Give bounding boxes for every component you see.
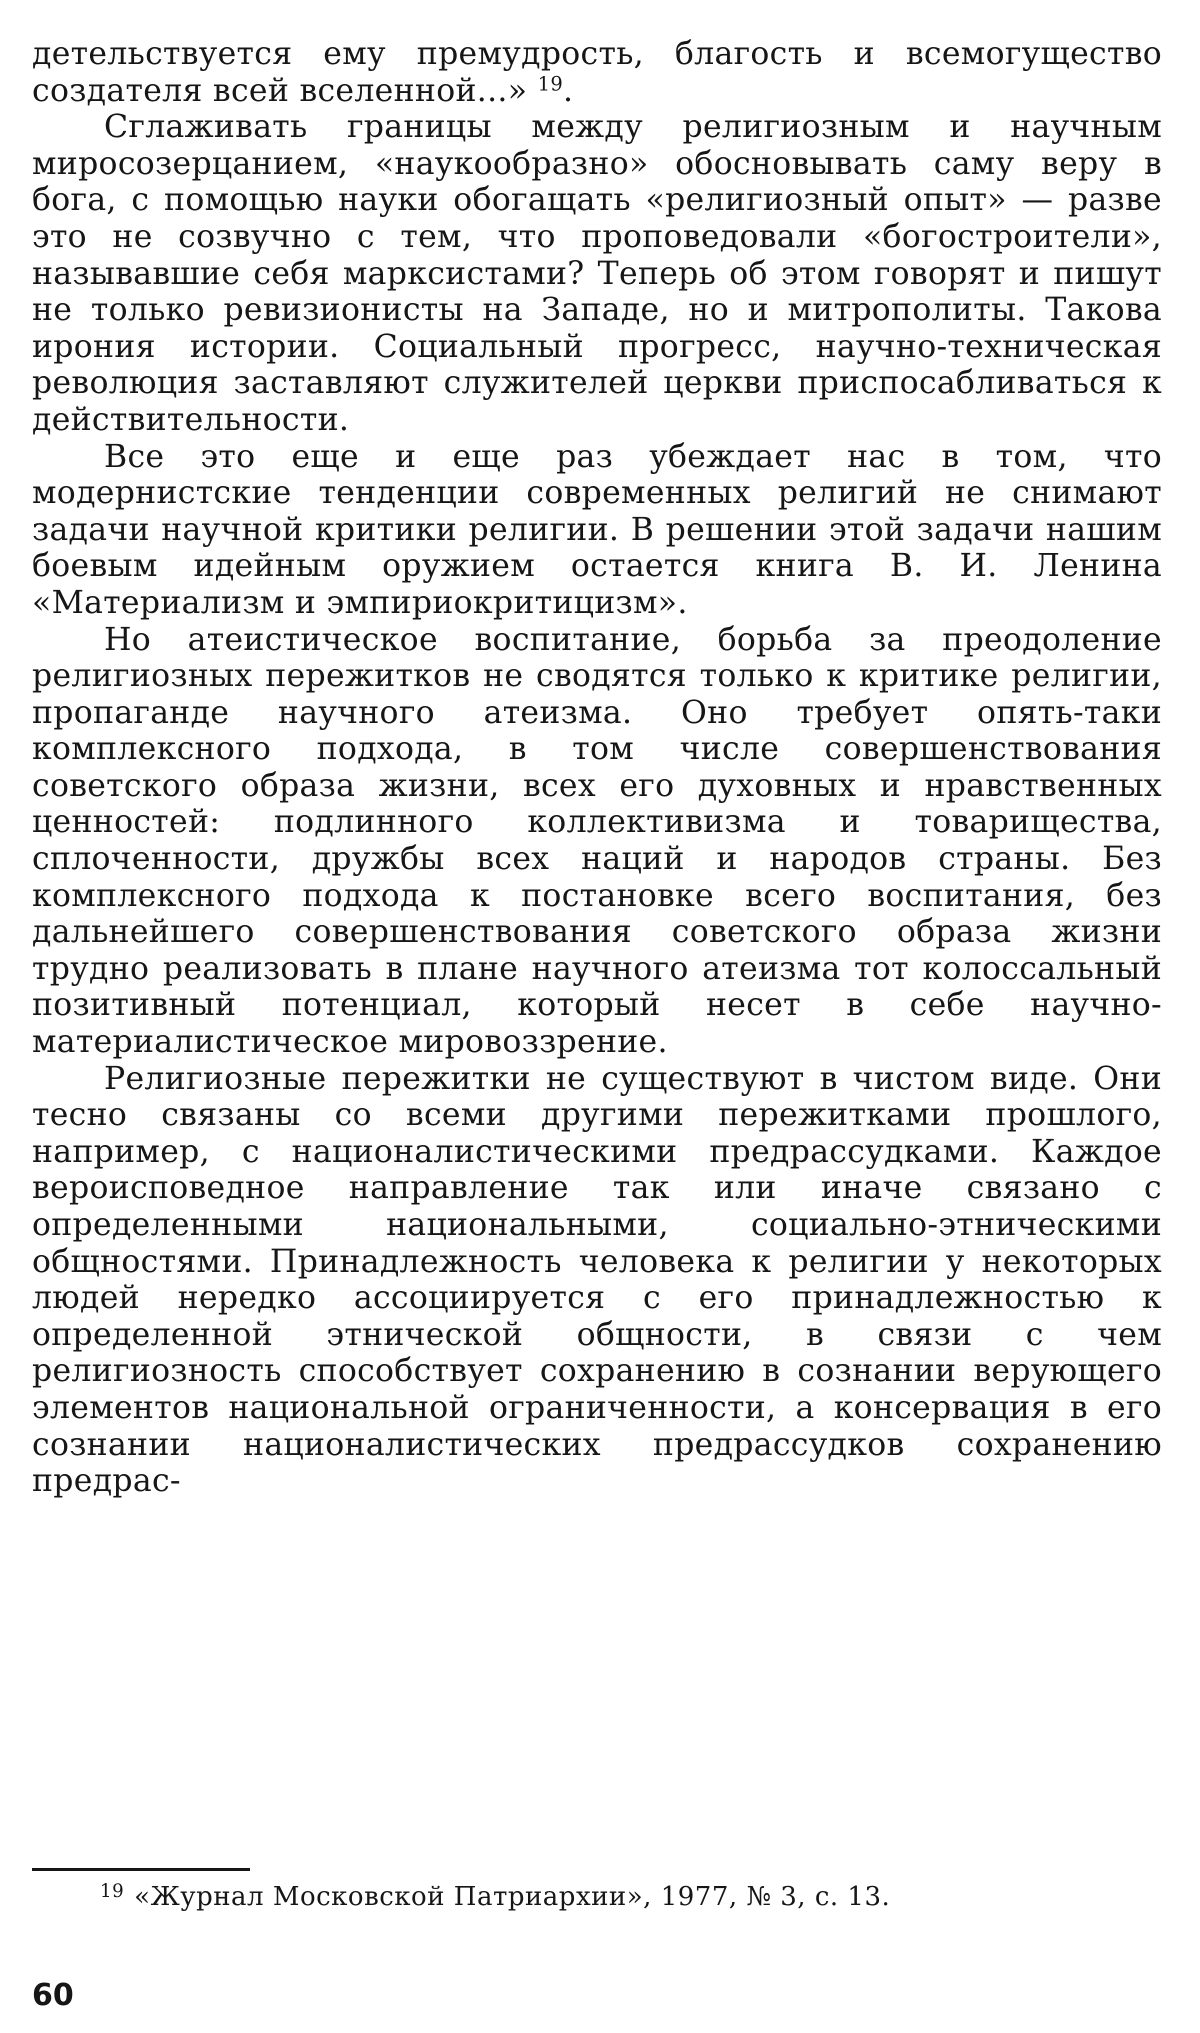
paragraph: Религиозные пережитки не существуют в чистом виде. Они тесно связаны со всеми другими пережитками прошлого, например, с националистическими предрассудками. Каждое вероисповедное направление так или иначе связано с определенными национальными, социально-этническими общностями. Принадлежность человека к религии у некоторых людей нередко ассоциируется с его принадлежностью к определенной этнической общности, в связи с чем религиозность способствует сохранению в сознании верующего элементов национальной ограниченности, а консервация в его сознании националистических предрассудков сохранению предрас- [32, 1060, 1162, 1500]
footnote-number: 19 [100, 1880, 125, 1902]
footnote-ref: 19 [537, 71, 564, 95]
paragraph-continuation [32, 36, 1162, 109]
paragraph: Но атеистическое воспитание, борьба за преодоление религиозных пережитков не сводятся только к критике религии, пропаганде научного атеизма. Оно требует опять-таки комплексного подхода, в том числе совершенствования советского образа жизни, всех его духовных и нравственных ценностей: подлинного коллективизма и товарищества, сплоченности, дружбы всех наций и народов страны. Без комплексного подхода к постановке всего воспитания, без дальнейшего совершенствования советского образа жизни трудно реализовать в плане научного атеизма тот колоссальный позитивный потенциал, который несет в себе научно-материалистическое мировоззрение. [32, 621, 1162, 1061]
footnote-text: «Журнал Московской Патриархии», 1977, № 3, с. 13. [134, 1882, 891, 1912]
footnote-divider [32, 1868, 250, 1871]
paragraph: Все это еще и еще раз убеждает нас в том, что модернистские тенденции современных религий не снимают задачи научной критики религии. В решении этой задачи нашим боевым идейным оружием остается книга В. И. Ленина «Материализм и эмпириокритицизм». [32, 438, 1162, 621]
paragraph-text: детельствуется ему премудрость, благость и всемогущество создателя всей вселенной...» [32, 36, 1162, 109]
paragraph-tail: . [563, 72, 574, 109]
main-text [32, 36, 1162, 1500]
footnote [100, 1880, 1100, 1914]
page-number: 60 [32, 1978, 74, 2013]
paragraph: Сглаживать границы между религиозным и научным миросозерцанием, «наукообразно» обосновывать саму веру в бога, с помощью науки обогащать «религиозный опыт» — разве это не созвучно с тем, что проповедовали «богостроители», называвшие себя марксистами? Теперь об этом говорят и пишут не только ревизионисты на Западе, но и митрополиты. Такова ирония истории. Социальный прогресс, научно-техническая революция заставляют служителей церкви приспосабливаться к действительности. [32, 109, 1162, 438]
